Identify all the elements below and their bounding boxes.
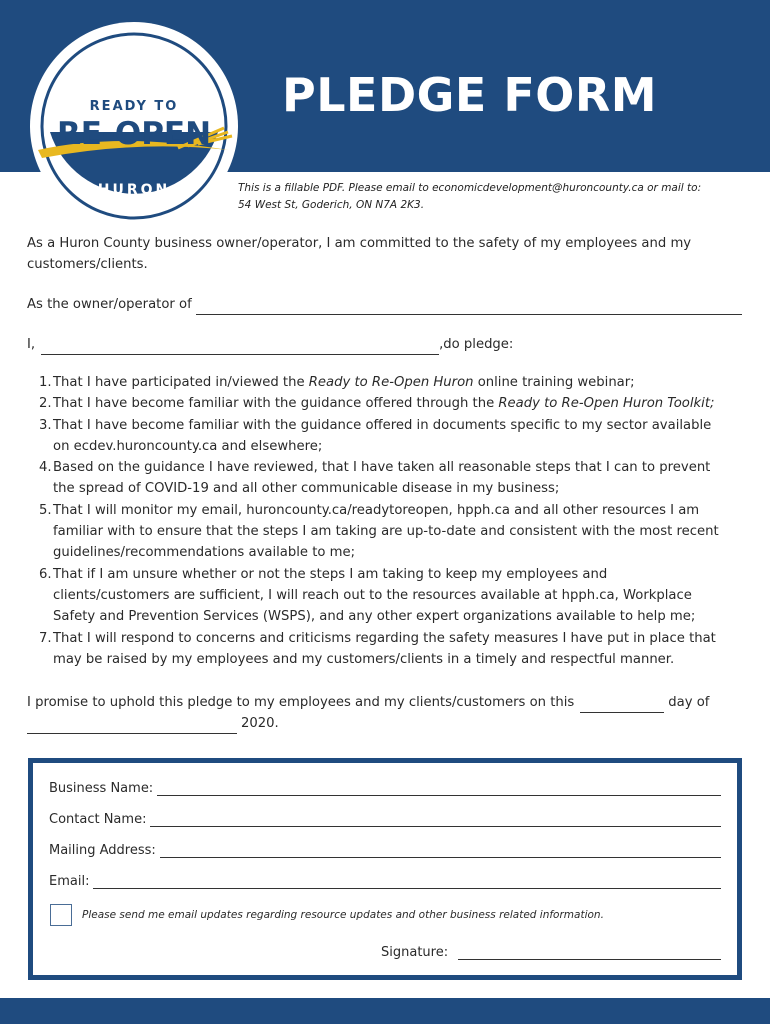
business-owner-field[interactable] xyxy=(196,301,742,315)
email-field[interactable] xyxy=(93,875,721,889)
mailing-address-label: Mailing Address: xyxy=(49,843,156,858)
pledge-number: 5. xyxy=(39,502,52,518)
month-field[interactable] xyxy=(27,720,237,734)
contact-name-row xyxy=(49,812,721,827)
logo-bottom-text: HURON xyxy=(97,182,171,198)
pledge-item-7 xyxy=(27,628,742,671)
year-label: 2020. xyxy=(241,716,279,731)
email-label: Email: xyxy=(49,874,90,889)
email-updates-label: Please send me email updates regarding resource updates and other business related information. xyxy=(82,909,604,921)
intro-line-2: customers/clients. xyxy=(27,257,148,272)
intro-paragraph xyxy=(27,233,742,275)
pledge-number: 3. xyxy=(39,417,52,433)
email-row xyxy=(49,874,721,889)
signature-label: Signature: xyxy=(381,945,449,960)
instructions-line-2: 54 West St, Goderich, ON N7A 2K3. xyxy=(238,199,425,211)
pledge-text: That I have become familiar with the guidance offered through the xyxy=(53,396,499,412)
instructions xyxy=(238,180,738,214)
business-name-row xyxy=(49,781,721,796)
pledge-label: ,do pledge: xyxy=(439,337,514,352)
pledge-line: That I will monitor my email, huroncounty.ca/readytoreopen, hpph.ca and all other resources I am xyxy=(53,502,700,518)
pledge-line: may be raised by my employees and my customers/clients in a timely and respectful manner. xyxy=(53,651,675,667)
owner-line xyxy=(27,294,742,315)
pledge-name-line xyxy=(27,334,513,355)
ready-to-reopen-huron-logo xyxy=(28,20,240,232)
pledge-line: on ecdev.huroncounty.ca and elsewhere; xyxy=(53,438,323,454)
pledge-text: That I have participated in/viewed the xyxy=(53,375,309,390)
pledge-item-6 xyxy=(27,564,742,628)
day-field[interactable] xyxy=(580,699,664,713)
pledge-line: familiar with to ensure that the steps I am taking are up-to-date and consistent with the most recent xyxy=(53,524,719,540)
email-updates-checkbox[interactable] xyxy=(50,904,72,926)
pledge-emphasis: Ready to Re-Open Huron xyxy=(308,375,474,390)
promise-text: I promise to uphold this pledge to my employees and my clients/customers on this xyxy=(27,695,575,710)
pledge-list xyxy=(27,372,742,670)
signature-row xyxy=(381,945,721,960)
pledge-item-1 xyxy=(27,372,742,393)
pledge-number: 6. xyxy=(39,566,52,582)
instructions-line-1: This is a fillable PDF. Please email to economicdevelopment@huroncounty.ca or mail to: xyxy=(238,182,702,194)
business-name-field[interactable] xyxy=(157,782,721,796)
contact-name-label: Contact Name: xyxy=(49,812,147,827)
pledge-number: 7. xyxy=(39,630,52,646)
pledge-line: Based on the guidance I have reviewed, that I have taken all reasonable steps that I can to prevent xyxy=(53,460,711,476)
promise-line xyxy=(27,692,742,713)
mailing-address-field[interactable] xyxy=(160,844,721,858)
pledge-item-2 xyxy=(27,393,742,414)
pledge-line: That I will respond to concerns and criticisms regarding the safety measures I have put in place that xyxy=(53,630,716,646)
pledge-line: That if I am unsure whether or not the steps I am taking to keep my employees and xyxy=(53,566,608,582)
pledge-line: That I have become familiar with the guidance offered in documents specific to my sector available xyxy=(53,417,712,433)
day-of-label: day of xyxy=(668,695,710,710)
pledge-line: clients/customers are sufficient, I will reach out to the resources available at hpph.ca, Workplace xyxy=(53,587,692,603)
i-label: I, xyxy=(27,337,36,352)
pledge-emphasis: Ready to Re-Open Huron Toolkit; xyxy=(498,396,715,412)
pledge-text: online training webinar; xyxy=(473,375,635,390)
page-title: PLEDGE FORM xyxy=(282,68,658,122)
contact-name-field[interactable] xyxy=(150,813,721,827)
mailing-address-row xyxy=(49,843,721,858)
pledge-item-5 xyxy=(27,500,742,564)
business-name-label: Business Name: xyxy=(49,781,154,796)
pledge-line: the spread of COVID-19 and all other communicable disease in my business; xyxy=(53,481,560,497)
signature-field[interactable] xyxy=(458,946,721,960)
pledge-number: 1. xyxy=(39,375,52,390)
logo-main-text: RE-OPEN xyxy=(56,116,212,152)
footer-band xyxy=(0,998,770,1024)
pledge-line: guidelines/recommendations available to me; xyxy=(53,545,356,561)
intro-line-1: As a Huron County business owner/operator, I am committed to the safety of my employees and my xyxy=(27,236,692,251)
pledge-number: 4. xyxy=(39,460,52,476)
owner-label: As the owner/operator of xyxy=(27,297,192,312)
month-line xyxy=(27,713,279,734)
logo-top-text: READY TO xyxy=(89,99,179,114)
contact-form-box xyxy=(28,758,742,980)
pledge-line: Safety and Prevention Services (WSPS), and any other expert organizations available to help me; xyxy=(53,609,696,625)
pledger-name-field[interactable] xyxy=(41,341,439,355)
pledge-number: 2. xyxy=(39,396,52,412)
pledge-item-4 xyxy=(27,457,742,500)
pledge-item-3 xyxy=(27,415,742,458)
